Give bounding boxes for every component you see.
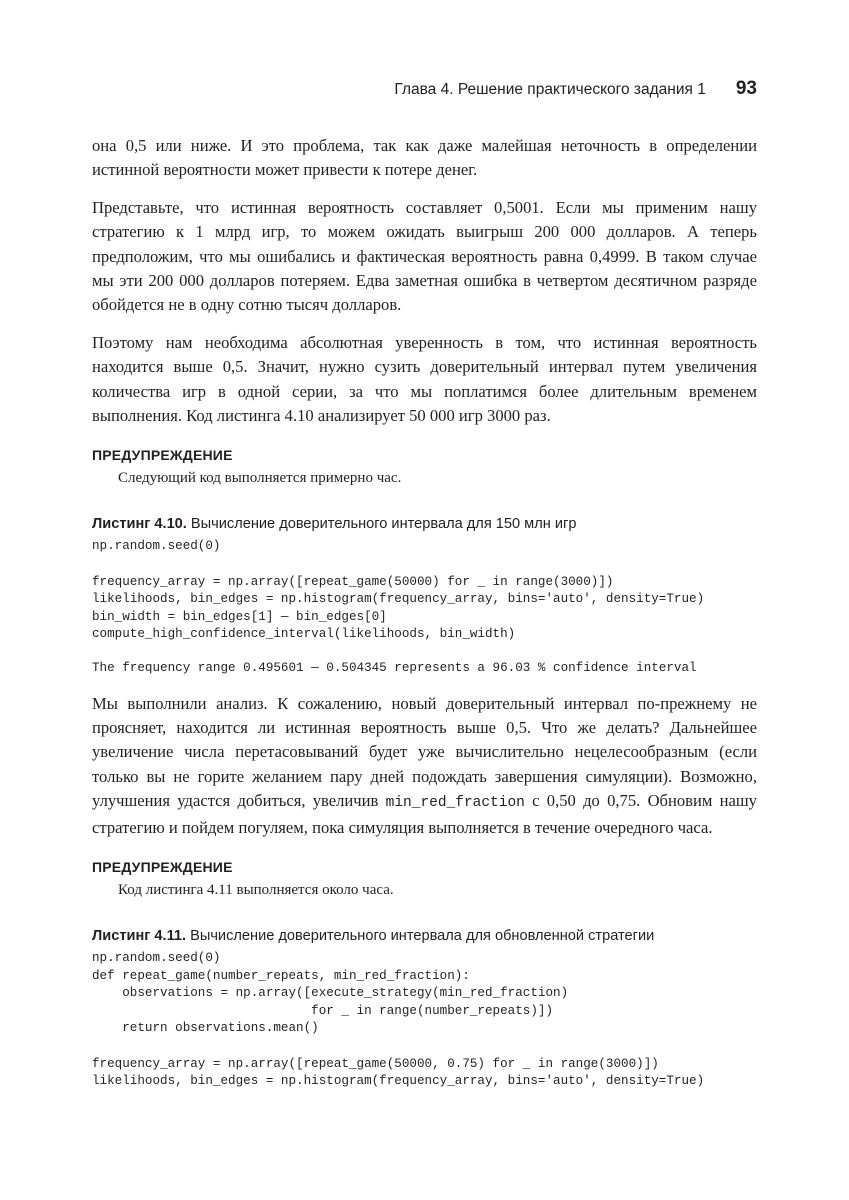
page-content — [92, 134, 757, 1091]
paragraph-4-text-b: с 0,50 до 0,75. Обновим нашу стратегию и пойдем погуляем, пока симуляция выполняется в течение очередного часа. — [92, 791, 757, 837]
paragraph-4 — [92, 692, 757, 840]
paragraph-2: Представьте, что истинная вероятность составляет 0,5001. Если мы применим нашу стратегию к 1 млрд игр, то можем ожидать выигрыш 200 000 долларов. А теперь предположим, что мы ошибались и фактическая вероятность равна 0,4999. В таком случае мы эти 200 000 долларов потеряем. Едва заметная ошибка в четвертом десятичном разряде обойдется не в одну сотню тысяч долларов. — [92, 197, 757, 315]
chapter-title: Глава 4. Решение практического задания 1 — [394, 81, 706, 98]
code-block: np.random.seed(0) frequency_array = np.array([repeat_game(50000) for _ in range(3000)]) likelihoods, bin_edges = np.histogram(frequency_array, bins='auto', density=True) bin_width = bin_edges[1] — bin_edges[0] compute_high_confidence_interval(likelihoods, bin_width) — [92, 539, 705, 642]
page-number: 93 — [735, 78, 757, 99]
page-header — [92, 78, 757, 100]
listing-caption — [92, 928, 757, 944]
listing-title: Вычисление доверительного интервала для обновленной стратегии — [186, 928, 655, 945]
code-block: np.random.seed(0) def repeat_game(number_repeats, min_red_fraction): observations = np.array([execute_strategy(min_red_fraction) for _ in range(number_repeats)]) return observations.mean() frequency_array = np.array([repeat_game(50000, 0.75) for _ in range(3000)]) likelihoods, bin_edges = np.histogram(frequency_array, bins='auto', density=True) — [92, 951, 705, 1089]
listing-label: Листинг 4.11. — [92, 928, 187, 945]
listing-caption — [92, 516, 757, 532]
warning-text: Код листинга 4.11 выполняется около часа. — [118, 882, 394, 899]
paragraph-3: Поэтому нам необходима абсолютная уверенность в том, что истинная вероятность находится выше 0,5. Значит, нужно сузить доверительный интервал путем увеличения количества игр в одной серии, за что мы поплатимся более длительным временем выполнения. Код листинга 4.10 анализирует 50 000 игр 3000 раз. — [92, 332, 757, 426]
paragraph-1: она 0,5 или ниже. И это проблема, так как даже малейшая неточность в определении истинной вероятности может привести к потере денег. — [92, 136, 757, 180]
paragraph-4-text-a: Мы выполнили анализ. К сожалению, новый доверительный интервал по-прежнему не проясняет, находится ли истинная вероятность выше 0,5. Что же делать? Дальнейшее увеличение числа перетасовываний будет уже вычислительно нецелесообразным (если только вы не горите желанием пару дней подождать завершения симуляции). Возможно, улучшения удастся добиться, увеличив — [92, 693, 757, 811]
code-output: The frequency range 0.495601 — 0.504345 represents a 96.03 % confidence interval — [92, 661, 697, 676]
listing-label: Листинг 4.10. — [92, 516, 187, 533]
warning-title: ПРЕДУПРЕЖДЕНИЕ — [92, 859, 233, 876]
inline-code: min_red_fraction — [385, 795, 525, 812]
listing-title: Вычисление доверительного интервала для 150 млн игр — [186, 516, 577, 533]
warning-title: ПРЕДУПРЕЖДЕНИЕ — [92, 447, 233, 464]
warning-text: Следующий код выполняется примерно час. — [118, 470, 402, 487]
